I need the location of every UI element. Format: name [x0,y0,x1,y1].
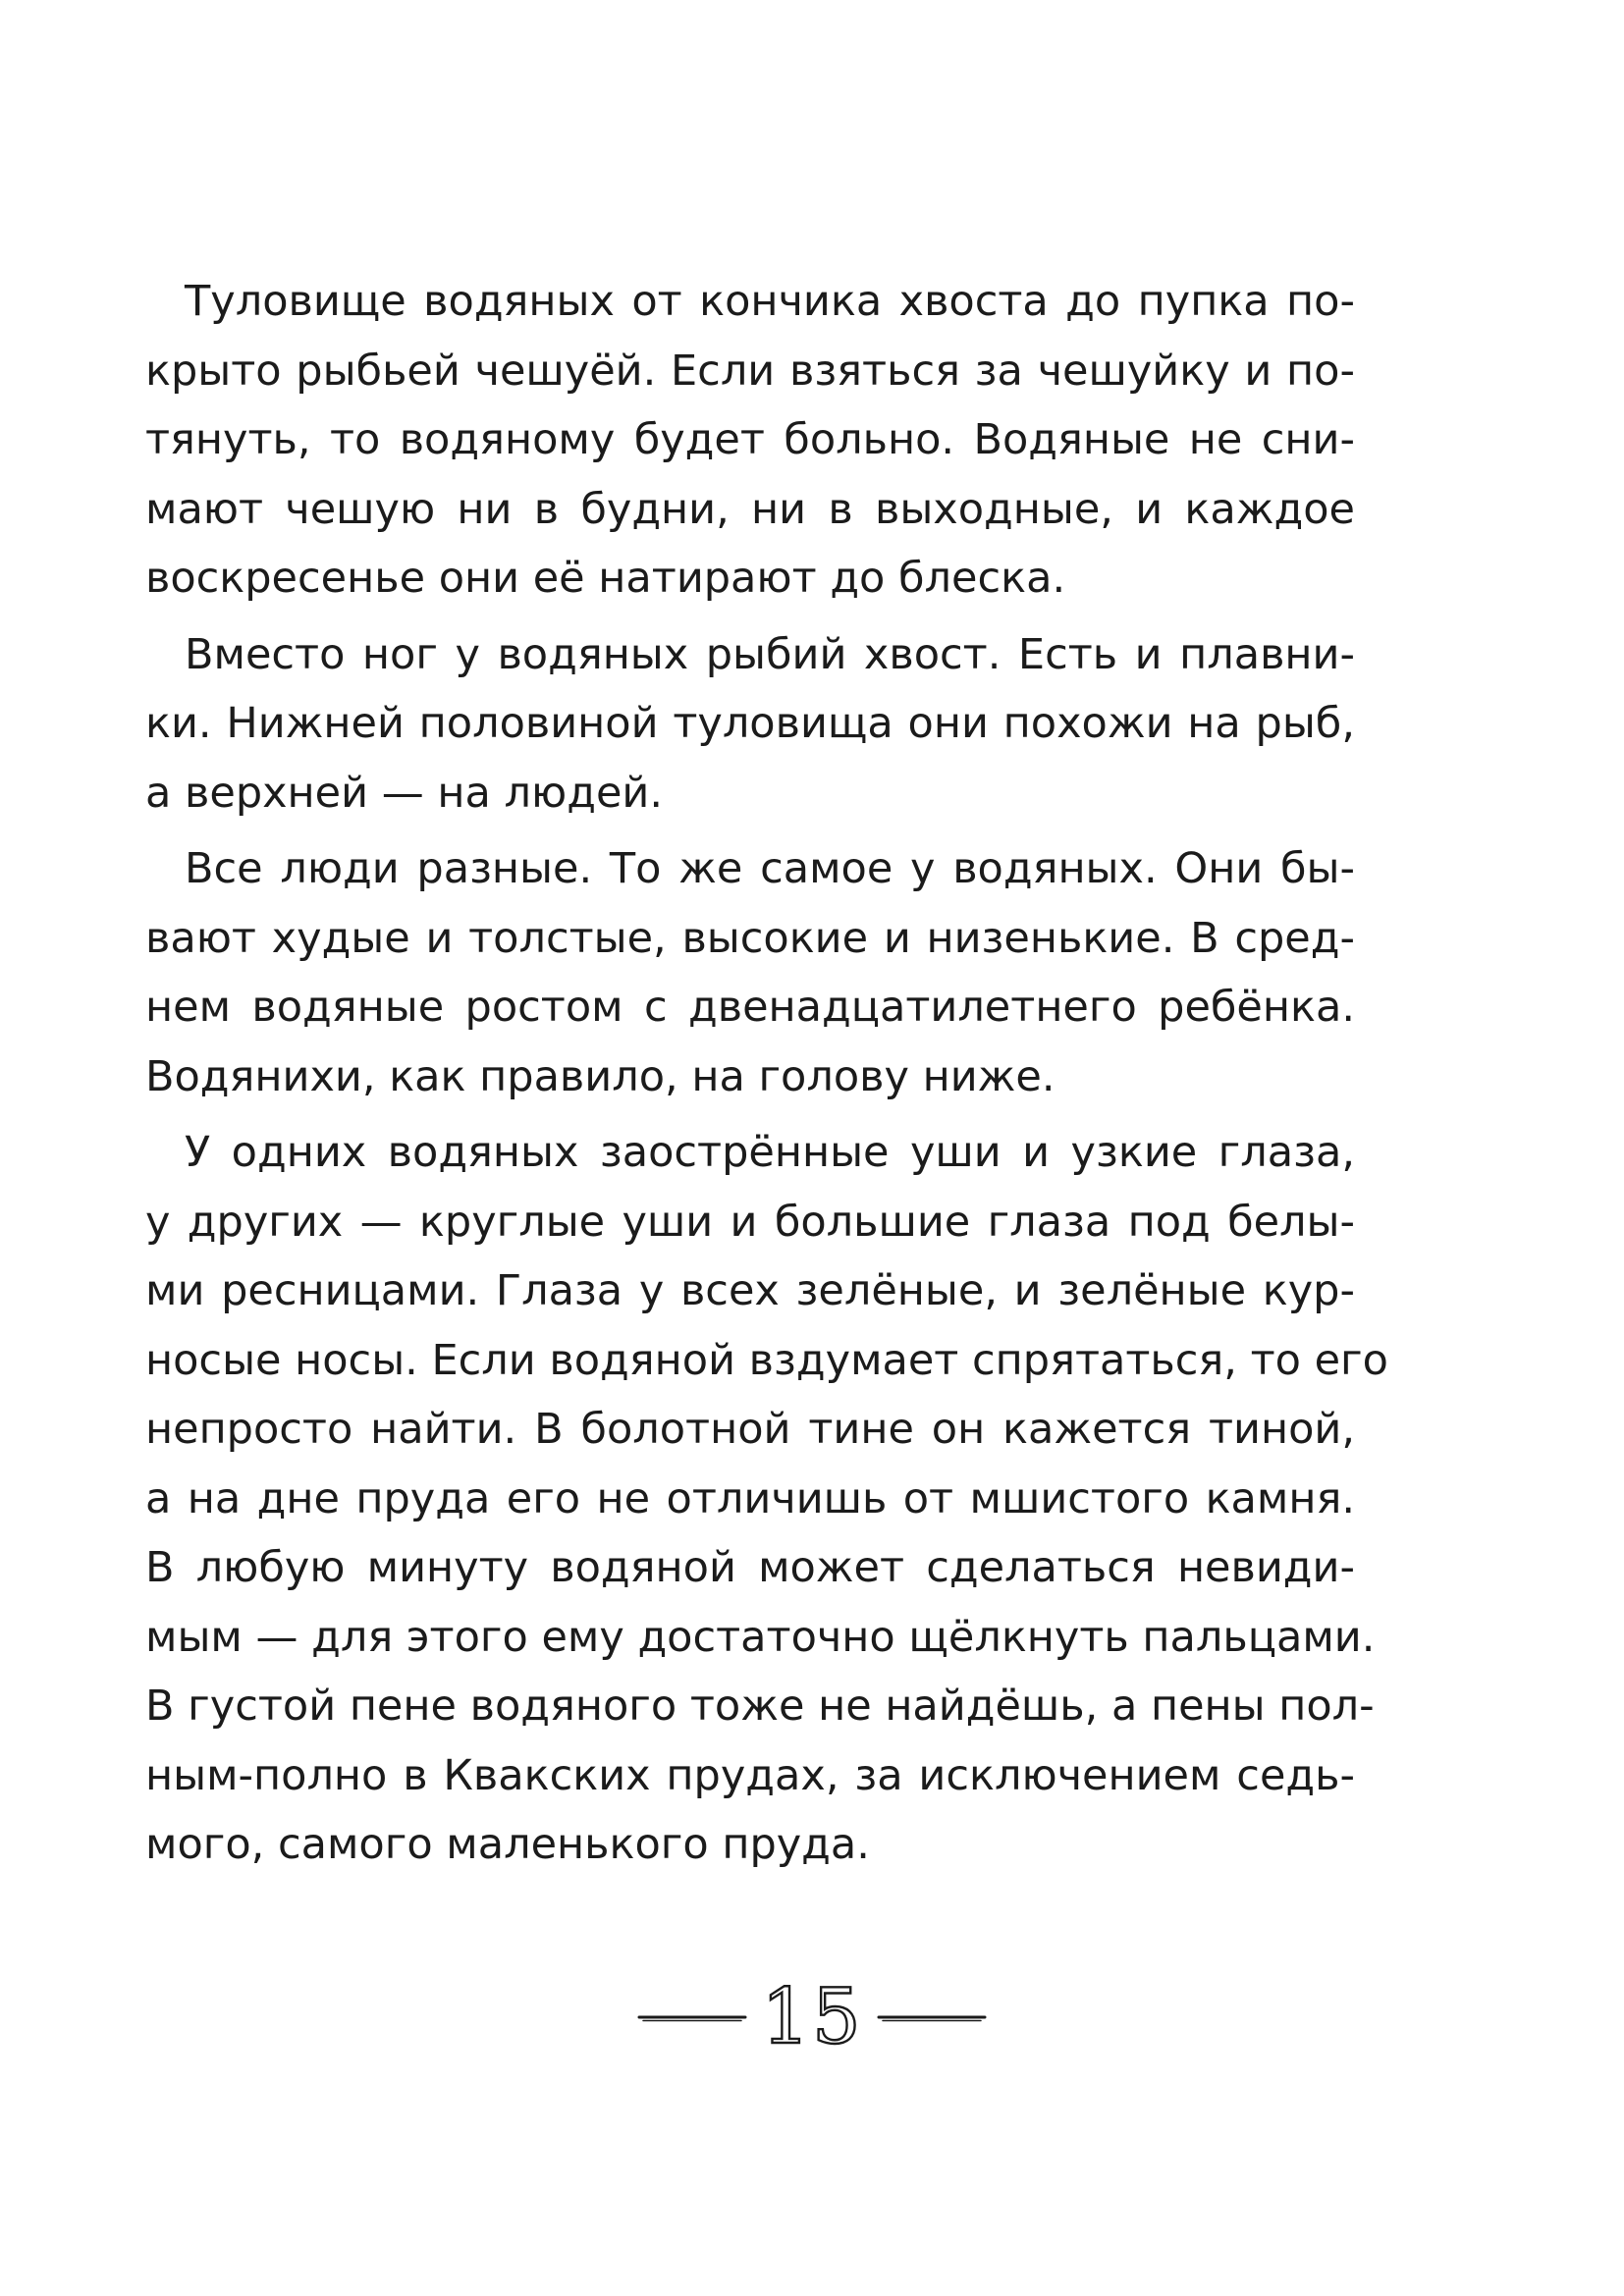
text-line: ми ресницами. Глаза у всех зелёные, и зелёные кур- [145,1266,1355,1315]
text-line: крыто рыбьей чешуёй. Если взяться за чешуйку и по- [145,346,1355,396]
text-line: Водянихи, как правило, на голову ниже. [145,1051,1056,1101]
text-line: воскресенье они её натирают до блеска. [145,554,1066,603]
text-line: В любую минуту водяной может сделаться невиди- [145,1543,1355,1592]
text-line: вают худые и толстые, высокие и низенькие. В сред- [145,913,1355,963]
paragraph-1 [145,267,1355,614]
paragraph-2 [145,620,1355,828]
text-line: Все люди разные. То же самое у водяных. Они бы- [185,844,1355,893]
text-line: Туловище водяных от кончика хвоста до пупка по- [185,277,1355,326]
text-line: мают чешую ни в будни, ни в выходные, и каждое [145,484,1355,534]
page-number: 15 [761,1973,863,2061]
text-line: У одних водяных заострённые уши и узкие глаза, [185,1128,1355,1177]
text-line: мого, самого маленького пруда. [145,1820,870,1869]
paragraph-4 [145,1118,1388,1880]
text-line: В густой пене водяного тоже не найдёшь, а пены пол- [145,1682,1375,1731]
folio-rule-right [877,2010,987,2024]
text-line: ным-полно в Квакских прудах, за исключением седь- [145,1750,1355,1800]
text-line: непросто найти. В болотной тине он кажется тиной, [145,1405,1355,1454]
text-line: а верхней — на людей. [145,768,664,818]
paragraph-3 [145,834,1355,1111]
text-line: Вместо ног у водяных рыбий хвост. Есть и плавни- [185,629,1355,679]
text-line: тянуть, то водяному будет больно. Водяные не сни- [145,415,1355,464]
text-line: мым — для этого ему достаточно щёлкнуть пальцами. [145,1612,1376,1662]
text-line: носые носы. Если водяной вздумает спрятаться, то его [145,1335,1388,1385]
page-number-footer [0,1973,1624,2061]
text-line: а на дне пруда его не отличишь от мшистого камня. [145,1473,1355,1523]
page-body [145,267,1388,1880]
text-line: нем водяные ростом с двенадцатилетнего ребёнка. [145,983,1355,1032]
text-line: ки. Нижней половиной туловища они похожи на рыб, [145,699,1355,748]
text-line: у других — круглые уши и большие глаза под белы- [145,1197,1355,1247]
folio-rule-left [637,2010,747,2024]
